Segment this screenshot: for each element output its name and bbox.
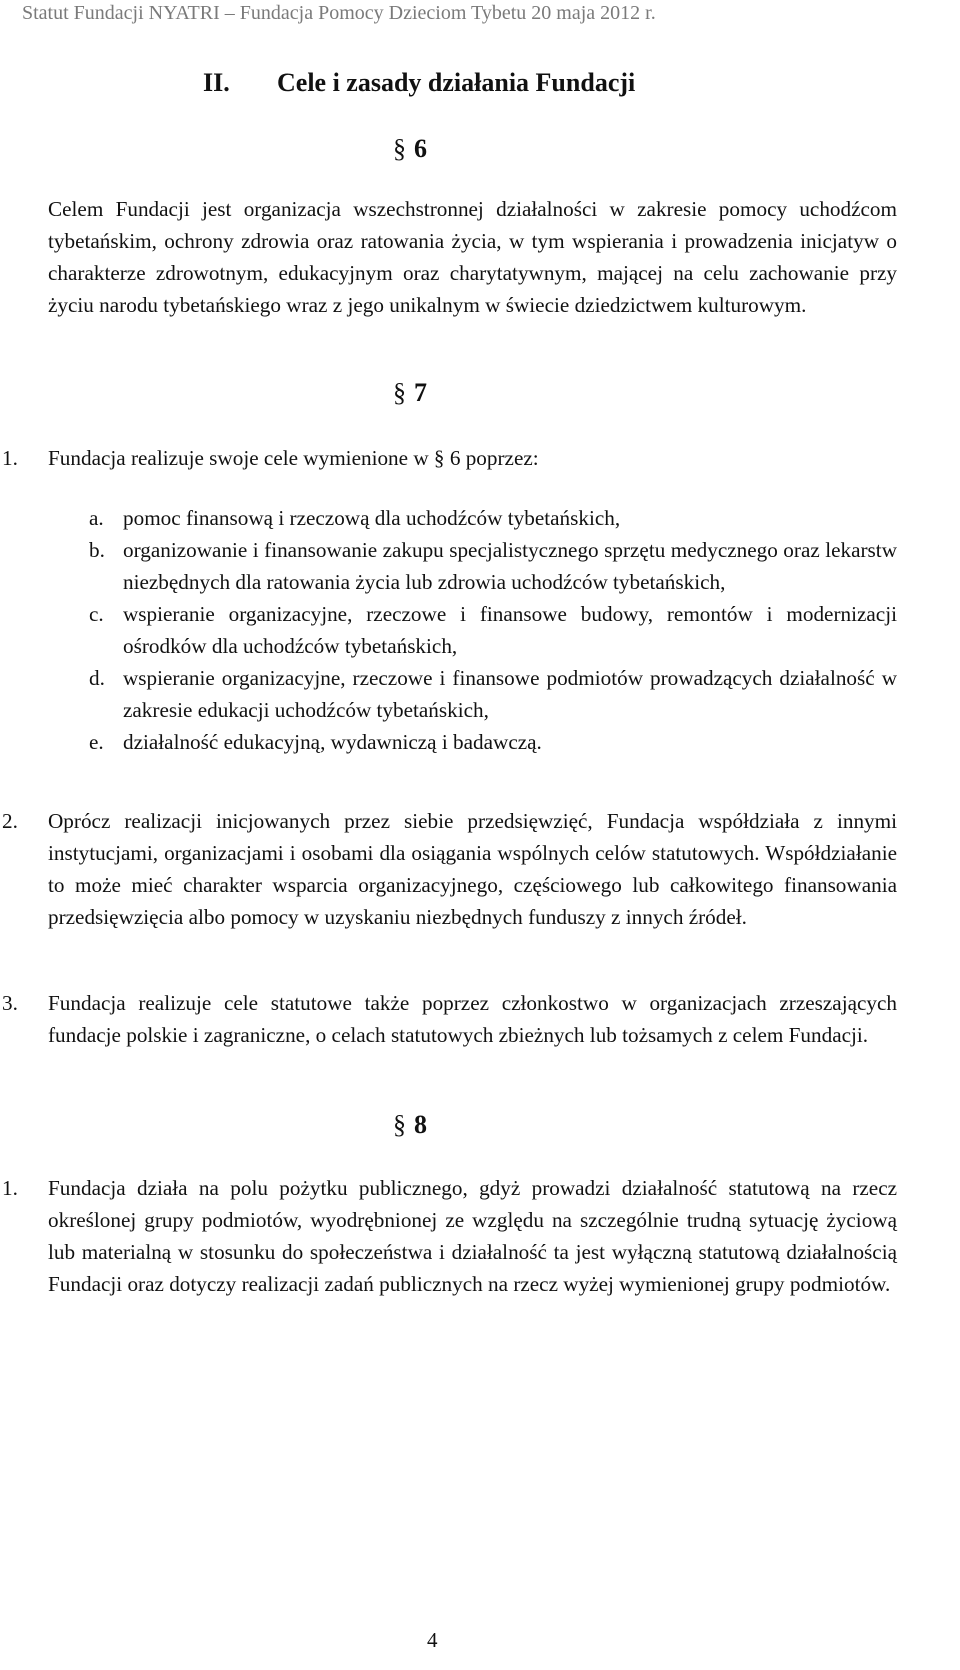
item-number: 2. xyxy=(2,809,18,833)
paragraph-number: 6 xyxy=(414,134,427,163)
page-number: 4 xyxy=(427,1628,438,1652)
paragraph-mark-6 xyxy=(393,134,427,164)
sublist xyxy=(89,502,897,758)
section-sign-icon: § xyxy=(393,134,406,163)
item-lead-text: Fundacja realizuje swoje cele wymienione w § 6 poprzez: xyxy=(48,446,539,470)
list-item-text: organizowanie i finansowanie zakupu specjalistycznego sprzętu medycznego oraz lekarstw niezbędnych dla ratowania życia lub zdrowia uchodźców tybetańskich, xyxy=(123,538,897,594)
item-text: Fundacja realizuje cele statutowe także poprzez członkostwo w organizacjach zrzeszających fundacje polskie i zagraniczne, o celach statutowych zbieżnych lub tożsamych z celem Fundacji. xyxy=(48,991,897,1047)
item-number: 1. xyxy=(2,446,18,470)
paragraph-text: Celem Fundacji jest organizacja wszechstronnej działalności w zakresie pomocy uchodźcom tybetańskim, ochrony zdrowia oraz ratowania życia, w tym wspierania i prowadzenia inicjatyw o charakterze zdrowotnym, edukacyjnym oraz charytatywnym, mającej na celu zachowanie przy życiu narodu tybetańskiego wraz z jego unikalnym w świecie dziedzictwem kulturowym. xyxy=(48,197,897,317)
section-sign-icon: § xyxy=(393,1110,406,1139)
item-text xyxy=(48,442,897,474)
chapter-title: Cele i zasady działania Fundacji xyxy=(277,68,636,97)
list-item xyxy=(89,502,897,534)
item-number: 1. xyxy=(2,1176,18,1200)
list-letter: c. xyxy=(89,602,104,626)
paragraph-7-item-3 xyxy=(0,987,897,1051)
paragraph-number: 8 xyxy=(414,1110,427,1139)
paragraph-8-item-1 xyxy=(0,1172,897,1300)
paragraph-6-body xyxy=(48,193,897,321)
paragraph-mark-8 xyxy=(393,1110,427,1140)
section-sign-icon: § xyxy=(393,378,406,407)
list-letter: d. xyxy=(89,666,105,690)
paragraph-7-item-1 xyxy=(0,442,897,474)
list-item-text: wspieranie organizacyjne, rzeczowe i finansowe budowy, remontów i modernizacji ośrodków dla uchodźców tybetańskich, xyxy=(123,602,897,658)
chapter-heading xyxy=(203,68,635,98)
list-item xyxy=(89,534,897,598)
paragraph-mark-7 xyxy=(393,378,427,408)
item-text: Fundacja działa na polu pożytku publicznego, gdyż prowadzi działalność statutową na rzecz określonej grupy podmiotów, wyodrębnionej ze względu na szczególnie trudną sytuację życiową lub materialną w stosunku do społeczeństwa i działalność ta jest wyłączną statutową działalnością Fundacji oraz dotyczy realizacji zadań publicznych na rzecz wyżej wymienionej grupy podmiotów. xyxy=(48,1176,897,1296)
item-number: 3. xyxy=(2,991,18,1015)
list-item xyxy=(89,598,897,662)
paragraph-7-item-2 xyxy=(0,805,897,933)
paragraph-7-sublist xyxy=(89,502,897,758)
running-header: Statut Fundacji NYATRI – Fundacja Pomocy Dzieciom Tybetu 20 maja 2012 r. xyxy=(22,2,656,24)
item-text: Oprócz realizacji inicjowanych przez siebie przedsięwzięć, Fundacja współdziała z innymi instytucjami, organizacjami i osobami dla osiągania wspólnych celów statutowych. Współdziałanie to może mieć charakter wsparcia organizacyjnego, częściowego lub całkowitego finansowania przedsięwzięcia albo pomocy w uzyskaniu niezbędnych funduszy z innych źródeł. xyxy=(48,809,897,929)
list-item-text: działalność edukacyjną, wydawniczą i badawczą. xyxy=(123,730,542,754)
list-letter: b. xyxy=(89,538,105,562)
list-item xyxy=(89,726,897,758)
chapter-number: II. xyxy=(203,68,230,97)
list-item-text: wspieranie organizacyjne, rzeczowe i finansowe podmiotów prowadzących działalność w zakresie edukacji uchodźców tybetańskich, xyxy=(123,666,897,722)
list-letter: a. xyxy=(89,506,104,530)
list-letter: e. xyxy=(89,730,104,754)
list-item xyxy=(89,662,897,726)
list-item-text: pomoc finansową i rzeczową dla uchodźców tybetańskich, xyxy=(123,506,621,530)
paragraph-number: 7 xyxy=(414,378,427,407)
